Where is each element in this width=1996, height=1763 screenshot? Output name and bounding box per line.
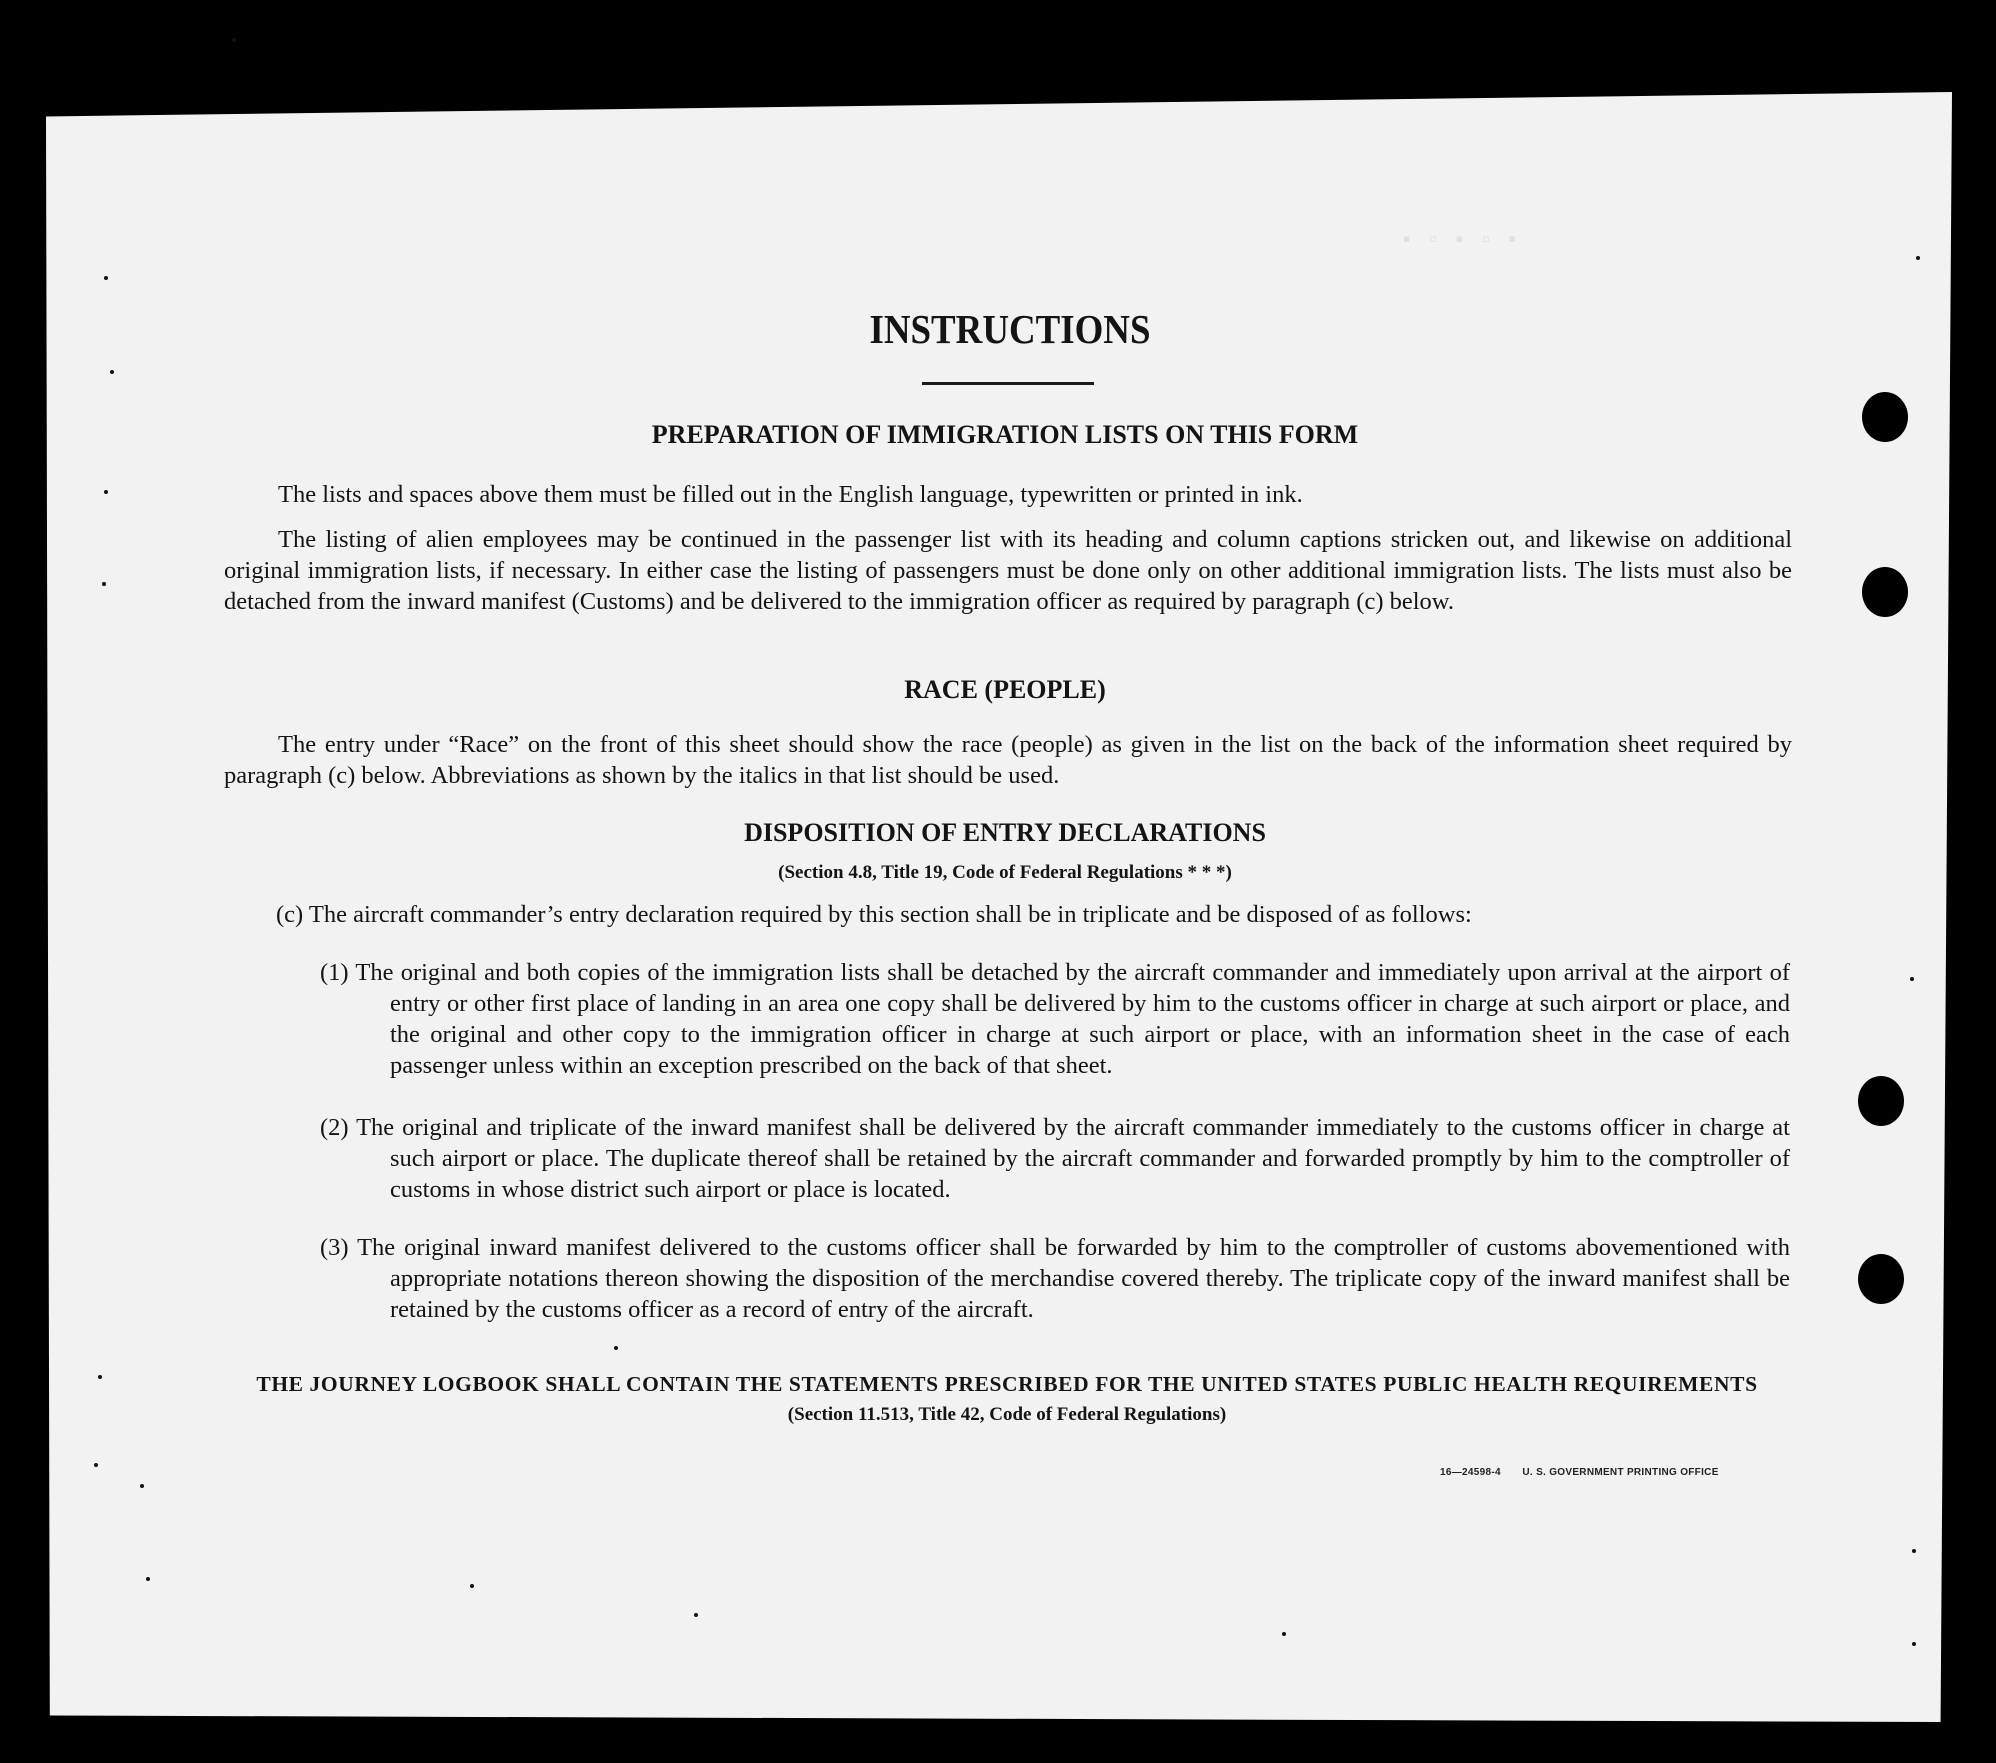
scan-speck: [104, 490, 108, 494]
disposition-item-2: (2) The original and triplicate of the inward manifest shall be delivered by the aircraft commander immediately to the customs officer in charge at such airport or place. The duplicate thereof shall be retained by the aircraft commander and forwarded promptly by him to the comptroller of customs in whose district such airport or place is located.: [320, 1114, 1790, 1203]
scan-speck: [110, 370, 114, 374]
scan-speck: [94, 1463, 98, 1467]
disposition-item-3: (3) The original inward manifest delivered to the customs officer shall be forwarded by him to the comptroller of customs abovementioned with appropriate notations thereon showing the disposition of the merchandise covered thereby. The triplicate copy of the inward manifest shall be retained by the customs officer as a record of entry of the aircraft.: [320, 1234, 1790, 1323]
scan-speck: [146, 1577, 150, 1581]
bleed-through-marks: ▪ ▫ ▪ ▫ ▪: [1400, 228, 1519, 253]
disposition-intro: (c) The aircraft commander’s entry declaration required by this section shall be in triplicate and be disposed of as follows:: [276, 901, 1472, 928]
scan-speck: [1912, 1642, 1916, 1646]
scan-speck: [1912, 1549, 1916, 1553]
scan-speck: [1282, 1632, 1286, 1636]
punch-hole: [1862, 567, 1908, 617]
preparation-heading: PREPARATION OF IMMIGRATION LISTS ON THIS FORM: [651, 420, 1359, 449]
scan-speck: [104, 276, 108, 280]
preparation-paragraph-2: The listing of alien employees may be continued in the passenger list with its heading and column captions stricken out, and likewise on additional original immigration lists, if necessary. In either case the listing of passengers must be done only on other additional immigration lists. The lists must also be detached from the inward manifest (Customs) and be delivered to the immigration officer as required by paragraph (c) below.: [224, 526, 1792, 615]
disposition-item-1: (1) The original and both copies of the immigration lists shall be detached by the aircraft commander and immediately upon arrival at the airport of entry or other first place of landing in an area one copy shall be delivered by him to the customs officer in charge at such airport or place, and the original and other copy to the immigration officer in charge at such airport or place, with an information sheet in the case of each passenger unless within an exception prescribed on the back of that sheet.: [320, 959, 1790, 1079]
punch-hole: [1862, 392, 1908, 442]
punch-hole: [1858, 1076, 1904, 1126]
punch-hole: [1858, 1254, 1904, 1304]
form-print-code: 16—24598-4: [1440, 1467, 1501, 1478]
preparation-paragraph-1: The lists and spaces above them must be filled out in the English language, typewritten or printed in ink.: [278, 481, 1303, 508]
public-health-statement: THE JOURNEY LOGBOOK SHALL CONTAIN THE STATEMENTS PRESCRIBED FOR THE UNITED STATES PUBLIC HEALTH REQUIREMENTS: [256, 1372, 1758, 1396]
scan-speck: [470, 1584, 474, 1588]
scan-speck: [98, 1375, 102, 1379]
scan-speck: [694, 1613, 698, 1617]
public-health-citation: (Section 11.513, Title 42, Code of Federal Regulations): [787, 1404, 1227, 1425]
printer-name: U. S. GOVERNMENT PRINTING OFFICE: [1522, 1467, 1719, 1478]
page-title: INSTRUCTIONS: [869, 306, 1151, 352]
scan-speck: [140, 1484, 144, 1488]
race-paragraph: The entry under “Race” on the front of this sheet should show the race (people) as given in the list on the back of the information sheet required by paragraph (c) below. Abbreviations as shown by the italics in that list should be used.: [224, 731, 1792, 789]
scan-speck: [102, 582, 106, 586]
disposition-heading: DISPOSITION OF ENTRY DECLARATIONS: [744, 818, 1266, 847]
scan-speck: [614, 1346, 618, 1350]
disposition-citation: (Section 4.8, Title 19, Code of Federal Regulations * * *): [778, 862, 1232, 883]
scan-speck: [232, 38, 236, 42]
scan-speck: [1910, 977, 1914, 981]
printing-office-imprint: [1440, 1467, 1770, 1478]
race-heading: RACE (PEOPLE): [904, 675, 1106, 704]
title-underline: [922, 382, 1094, 385]
scan-speck: [1916, 256, 1920, 260]
